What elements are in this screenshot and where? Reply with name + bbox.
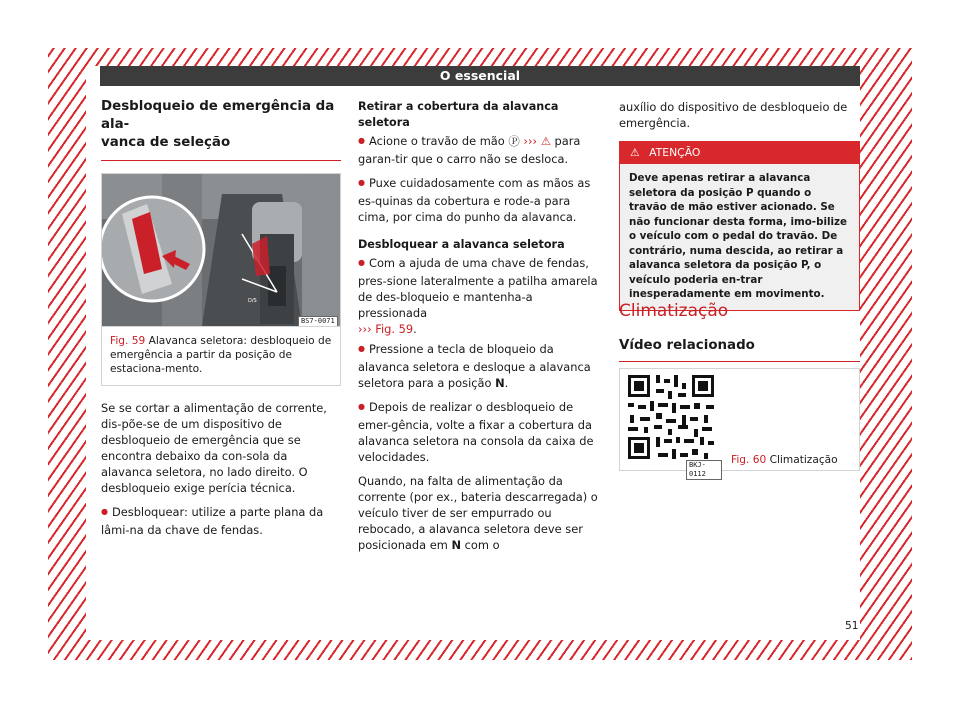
paragraph bbox=[358, 473, 602, 553]
paragraph-text: Quando, na falta de alimentação da corrente (por ex., bateria descarregada) o veículo tiver de ser empurrado ou rebocado, a alavanca seletora deve ser posicionada em bbox=[358, 474, 598, 552]
warning-text: Deve apenas retirar a alavanca seletora da posição P quando o travão de mão estiver acionado. Se não funcionar desta forma, imo-bilize o veículo com o pedal do travão. De contrário, numa descida, ao retirar a alavanca seletora da posição P, o veículo poderia en-trar inesperadamente em movimento. bbox=[620, 164, 859, 310]
punct: . bbox=[504, 376, 509, 390]
warning-icon: ⚠ bbox=[540, 134, 551, 148]
figure-59 bbox=[101, 173, 341, 386]
figure-reference-line bbox=[358, 321, 602, 337]
bullet-item bbox=[358, 133, 602, 167]
heading-climatizacao: Climatização bbox=[619, 301, 729, 321]
bullet-item bbox=[358, 341, 602, 391]
bullet-text: Pressione a tecla de bloqueio da alavanca seletora e desloque a alavanca seletora para a posição bbox=[358, 342, 591, 390]
page-number: 51 bbox=[845, 620, 859, 632]
warning-box bbox=[619, 141, 860, 311]
figure-number: Fig. 60 bbox=[731, 454, 767, 466]
gear-n: N bbox=[451, 538, 461, 552]
subheading-desbloquear: Desbloquear a alavanca seletora bbox=[358, 238, 565, 251]
column-2 bbox=[358, 99, 602, 561]
svg-text:D/S: D/S bbox=[248, 298, 257, 304]
figure-reference-link[interactable]: ››› Fig. 59 bbox=[358, 322, 414, 336]
figure-60 bbox=[619, 368, 860, 478]
parking-brake-icon: Ⓟ bbox=[508, 134, 520, 148]
reference-arrows: ››› bbox=[523, 134, 538, 148]
bullet-item: ● Depois de realizar o desbloqueio de emer-gência, volte a fixar a cobertura da alavanca seletora na consola da caixa de velocidades. bbox=[358, 399, 602, 465]
bullet-item bbox=[358, 255, 602, 321]
bullet-item: ● Desbloquear: utilize a parte plana da lâmi-na da chave de fendas. bbox=[101, 504, 341, 538]
figure-number: Fig. 59 bbox=[110, 335, 146, 347]
warning-title: ATENÇÃO bbox=[649, 146, 701, 159]
qr-code-icon bbox=[620, 369, 723, 470]
bullet-text: para garan-tir que o carro não se desloca. bbox=[358, 134, 581, 166]
figure-caption bbox=[731, 454, 838, 466]
bullet-text: Acione o travão de mão bbox=[368, 134, 509, 148]
column-1 bbox=[101, 98, 341, 546]
bullet-item: ● Puxe cuidadosamente com as mãos as es-quinas da cobertura e rode-a para cima, por cima do punho da alavanca. bbox=[358, 175, 602, 225]
gear-selector-photo bbox=[102, 174, 340, 326]
paragraph-continued: auxílio do dispositivo de desbloqueio de emergência. bbox=[619, 100, 848, 130]
page-header: O essencial bbox=[100, 66, 860, 86]
warning-header bbox=[620, 142, 859, 164]
figure-code: BKJ-0112 bbox=[686, 460, 722, 480]
section-title: Desbloqueio de emergência da ala- vanca de seleção bbox=[101, 98, 341, 161]
qr-code[interactable] bbox=[620, 369, 723, 478]
figure-caption-text: Alavanca seletora: desbloqueio de emergência a partir da posição de estaciona-mento. bbox=[110, 335, 332, 375]
subheading-video: Vídeo relacionado bbox=[619, 337, 860, 362]
subheading-retirar: Retirar a cobertura da alavanca seletora bbox=[358, 100, 559, 129]
gear-n: N bbox=[495, 376, 505, 390]
bullet-text: Com a ajuda de uma chave de fendas, pres-sione lateralmente a patilha amarela de des-bloqueio e mantenha-a pressionada bbox=[358, 256, 598, 320]
column-3 bbox=[619, 99, 860, 311]
gear-selector-illustration bbox=[102, 174, 340, 326]
warning-icon: ⚠ bbox=[630, 146, 640, 159]
figure-code: BS7-0071 bbox=[298, 316, 338, 326]
figure-caption-text: Climatização bbox=[769, 454, 838, 466]
figure-caption bbox=[102, 326, 340, 385]
punct: . bbox=[413, 322, 417, 336]
paragraph-text: com o bbox=[461, 538, 500, 552]
paragraph: Se se cortar a alimentação de corrente, dis-põe-se de um dispositivo de desbloqueio de emergência que se encontra debaixo da con-sola da alavanca seletora, no lado direito. O desbloqueio exige perícia técnica. bbox=[101, 401, 327, 495]
